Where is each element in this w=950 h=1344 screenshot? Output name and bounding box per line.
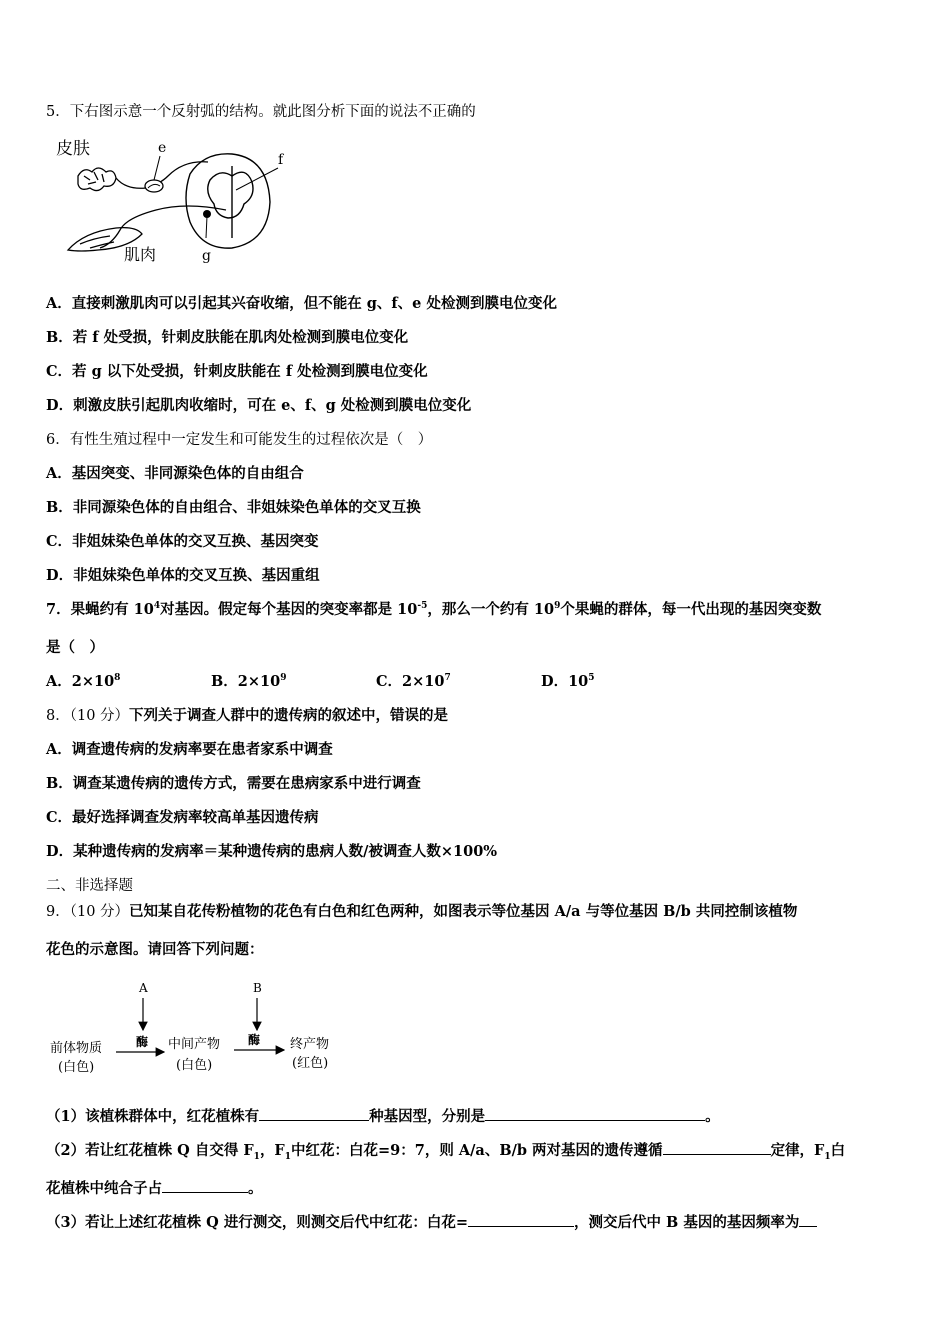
label-g: g bbox=[202, 248, 211, 264]
q7-option-b: B．$2\times 10^9$ bbox=[211, 673, 287, 690]
label-e: e bbox=[158, 140, 167, 156]
precursor-color: (白色) bbox=[58, 1060, 95, 1075]
skin-label: 皮肤 bbox=[56, 139, 90, 159]
answer-blank-3[interactable] bbox=[663, 1140, 771, 1155]
reflex-arc-figure bbox=[50, 134, 300, 268]
section-heading: 二、非选择题 bbox=[46, 878, 133, 894]
spinal-cord-icon bbox=[186, 154, 270, 248]
q7-option-d: D．$10^5$ bbox=[541, 673, 595, 690]
skin-receptor-icon bbox=[78, 168, 116, 191]
gene-a-label: A bbox=[139, 981, 148, 995]
label-f: f bbox=[278, 152, 284, 168]
q8-option-d: D．某种遗传病的发病率＝某种遗传病的患病人数/被调查人数×100% bbox=[46, 843, 498, 860]
q9-part2-line2: 花植株中纯合子占 。 bbox=[46, 1180, 263, 1197]
q6-option-c: C．非姐妹染色单体的交叉互换、基因突变 bbox=[46, 533, 319, 550]
gene-b-label: B bbox=[253, 981, 262, 995]
precursor-label: 前体物质 bbox=[50, 1041, 103, 1056]
q9-stem-line2: 花色的示意图。请回答下列问题： bbox=[46, 941, 264, 958]
ganglion-icon bbox=[145, 180, 163, 192]
q8-option-c: C．最好选择调查发病率较高单基因遗传病 bbox=[46, 809, 319, 826]
q9-part2: （2）若让红花植株 Q 自交得 $F_1$，$F_1$中红花：白花=9：7，则 A/a、B/b 两对基因的遗传遵循 定律，$F_1$白 bbox=[46, 1142, 846, 1162]
q8-option-a: A．调查遗传病的发病率要在患者家系中调查 bbox=[46, 741, 333, 758]
answer-blank-1[interactable] bbox=[259, 1106, 369, 1121]
q7-option-c: C．$2\times 10^7$ bbox=[376, 673, 451, 690]
answer-blank-2[interactable] bbox=[485, 1106, 705, 1121]
enzyme-2-label: 酶 bbox=[248, 1033, 261, 1047]
q5-option-b: B．若 f 处受损，针刺皮肤能在肌肉处检测到膜电位变化 bbox=[46, 329, 409, 346]
q8-option-b: B．调查某遗传病的遗传方式，需要在患病家系中进行调查 bbox=[46, 775, 421, 792]
q5-option-d: D．刺激皮肤引起肌肉收缩时，可在 e、f、g 处检测到膜电位变化 bbox=[46, 397, 472, 414]
q7-stem-line2: 是（ ） bbox=[46, 639, 104, 656]
q6-option-d: D．非姐妹染色单体的交叉互换、基因重组 bbox=[46, 567, 320, 584]
final-label: 终产物 bbox=[290, 1037, 330, 1052]
q9-stem: 9．（10 分）已知某自花传粉植物的花色有白色和红色两种，如图表示等位基因 A/a 与等位基因 B/b 共同控制该植物 bbox=[46, 903, 798, 920]
q6-option-b: B．非同源染色体的自由组合、非姐妹染色单体的交叉互换 bbox=[46, 499, 421, 516]
q8-stem: 8．（10 分）下列关于调查人群中的遗传病的叙述中，错误的是 bbox=[46, 707, 449, 724]
final-color: (红色) bbox=[292, 1056, 329, 1071]
pathway-figure bbox=[48, 978, 348, 1080]
answer-blank-6[interactable] bbox=[799, 1212, 817, 1227]
intermediate-color: (白色) bbox=[176, 1058, 213, 1073]
q7-option-a: A．$2\times 10^8$ bbox=[46, 673, 121, 690]
answer-blank-5[interactable] bbox=[468, 1212, 574, 1227]
q5-option-a: A．直接刺激肌肉可以引起其兴奋收缩，但不能在 g、f、e 处检测到膜电位变化 bbox=[46, 295, 557, 312]
muscle-label: 肌肉 bbox=[124, 245, 157, 264]
intermediate-label: 中间产物 bbox=[168, 1037, 221, 1052]
q9-part3: （3）若让上述红花植株 Q 进行测交，则测交后代中红花：白花= ，测交后代中 B 基因的基因频率为 bbox=[46, 1212, 817, 1233]
q7-stem: 7．果蝇约有 $10^4$对基因。假定每个基因的突变率都是 $10^{-5}$，那么一个约有 $10^9$个果蝇的群体，每一代出现的基因突变数 bbox=[46, 601, 822, 618]
q6-stem: 6．有性生殖过程中一定发生和可能发生的过程依次是（ ） bbox=[46, 432, 433, 448]
q5-option-c: C．若 g 以下处受损，针刺皮肤能在 f 处检测到膜电位变化 bbox=[46, 363, 428, 380]
q5-stem: 5．下右图示意一个反射弧的结构。就此图分析下面的说法不正确的 bbox=[46, 104, 476, 120]
q9-part1: （1）该植株群体中，红花植株有 种基因型，分别是 。 bbox=[46, 1108, 720, 1125]
answer-blank-4[interactable] bbox=[162, 1178, 248, 1193]
enzyme-1-label: 酶 bbox=[136, 1035, 149, 1049]
q6-option-a: A．基因突变、非同源染色体的自由组合 bbox=[46, 465, 304, 482]
q7-options bbox=[46, 672, 706, 692]
